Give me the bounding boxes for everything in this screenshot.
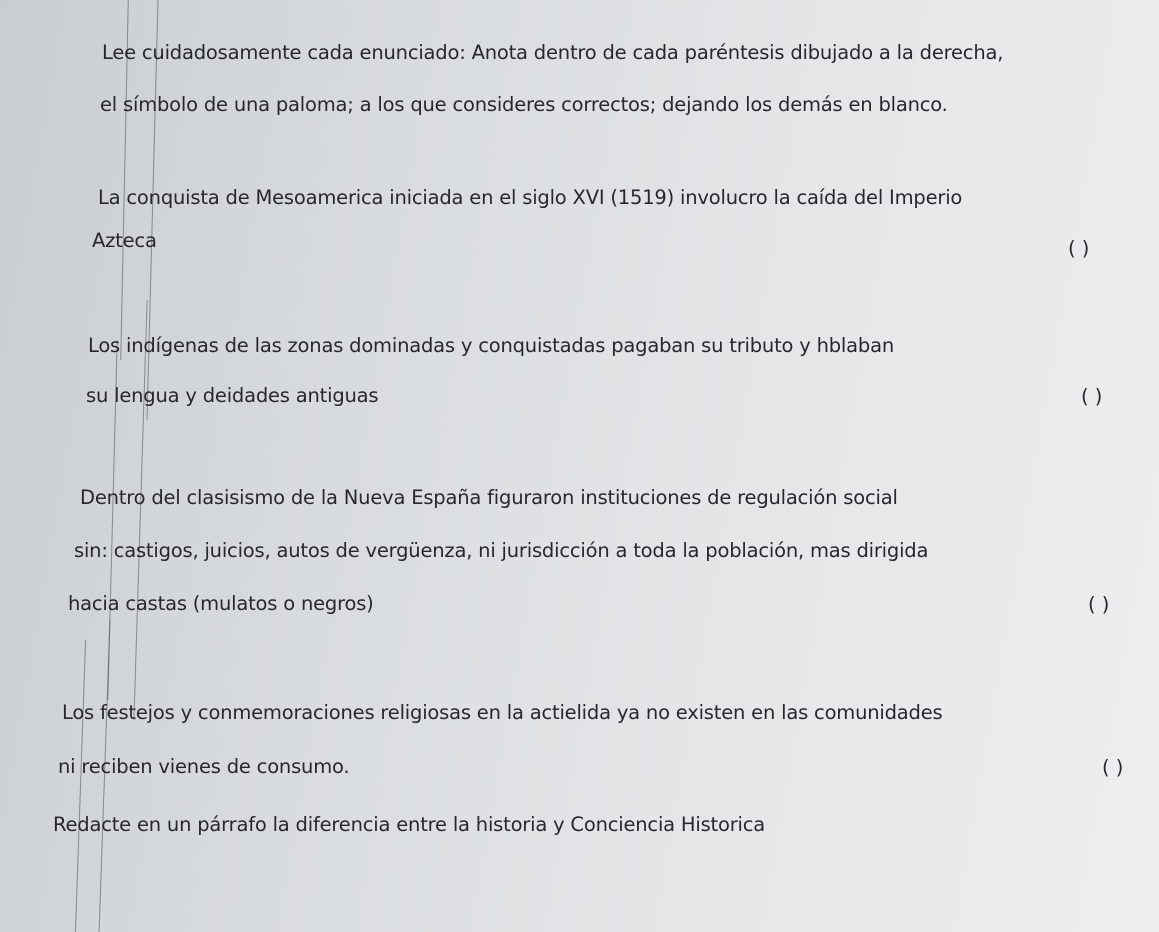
statement-4-line-2: ni reciben vienes de consumo.	[58, 755, 350, 778]
statement-1-line-2: Azteca	[92, 229, 157, 252]
answer-box-4[interactable]: ( )	[1102, 756, 1124, 779]
answer-box-2[interactable]: ( )	[1081, 385, 1103, 408]
statement-2-line-2: su lengua y deidades antiguas	[86, 384, 379, 407]
statement-1-line-1: La conquista de Mesoamerica iniciada en el siglo XVI (1519) involucro la caída del Imperio	[98, 186, 963, 209]
statement-3-line-2: sin: castigos, juicios, autos de vergüenza, ni jurisdicción a toda la población, mas dirigida	[74, 539, 929, 562]
statement-3-line-1: Dentro del clasisismo de la Nueva España figuraron instituciones de regulación social	[80, 486, 898, 509]
statement-3-line-3: hacia castas (mulatos o negros)	[68, 592, 374, 615]
margin-rule	[75, 640, 86, 932]
instructions-line-2: el símbolo de una paloma; a los que consideres correctos; dejando los demás en blanco.	[100, 93, 948, 116]
answer-box-1[interactable]: ( )	[1068, 237, 1090, 260]
final-task: Redacte en un párrafo la diferencia entre la historia y Conciencia Historica	[53, 813, 766, 836]
statement-4-line-1: Los festejos y conmemoraciones religiosas en la actielida ya no existen en las comunidades	[62, 701, 943, 724]
instructions-line-1: Lee cuidadosamente cada enunciado: Anota dentro de cada paréntesis dibujado a la derecha,	[102, 41, 1004, 64]
margin-rule	[133, 300, 147, 720]
statement-2-line-1: Los indígenas de las zonas dominadas y conquistadas pagaban su tributo y hblaban	[88, 334, 894, 357]
answer-box-3[interactable]: ( )	[1088, 593, 1110, 616]
